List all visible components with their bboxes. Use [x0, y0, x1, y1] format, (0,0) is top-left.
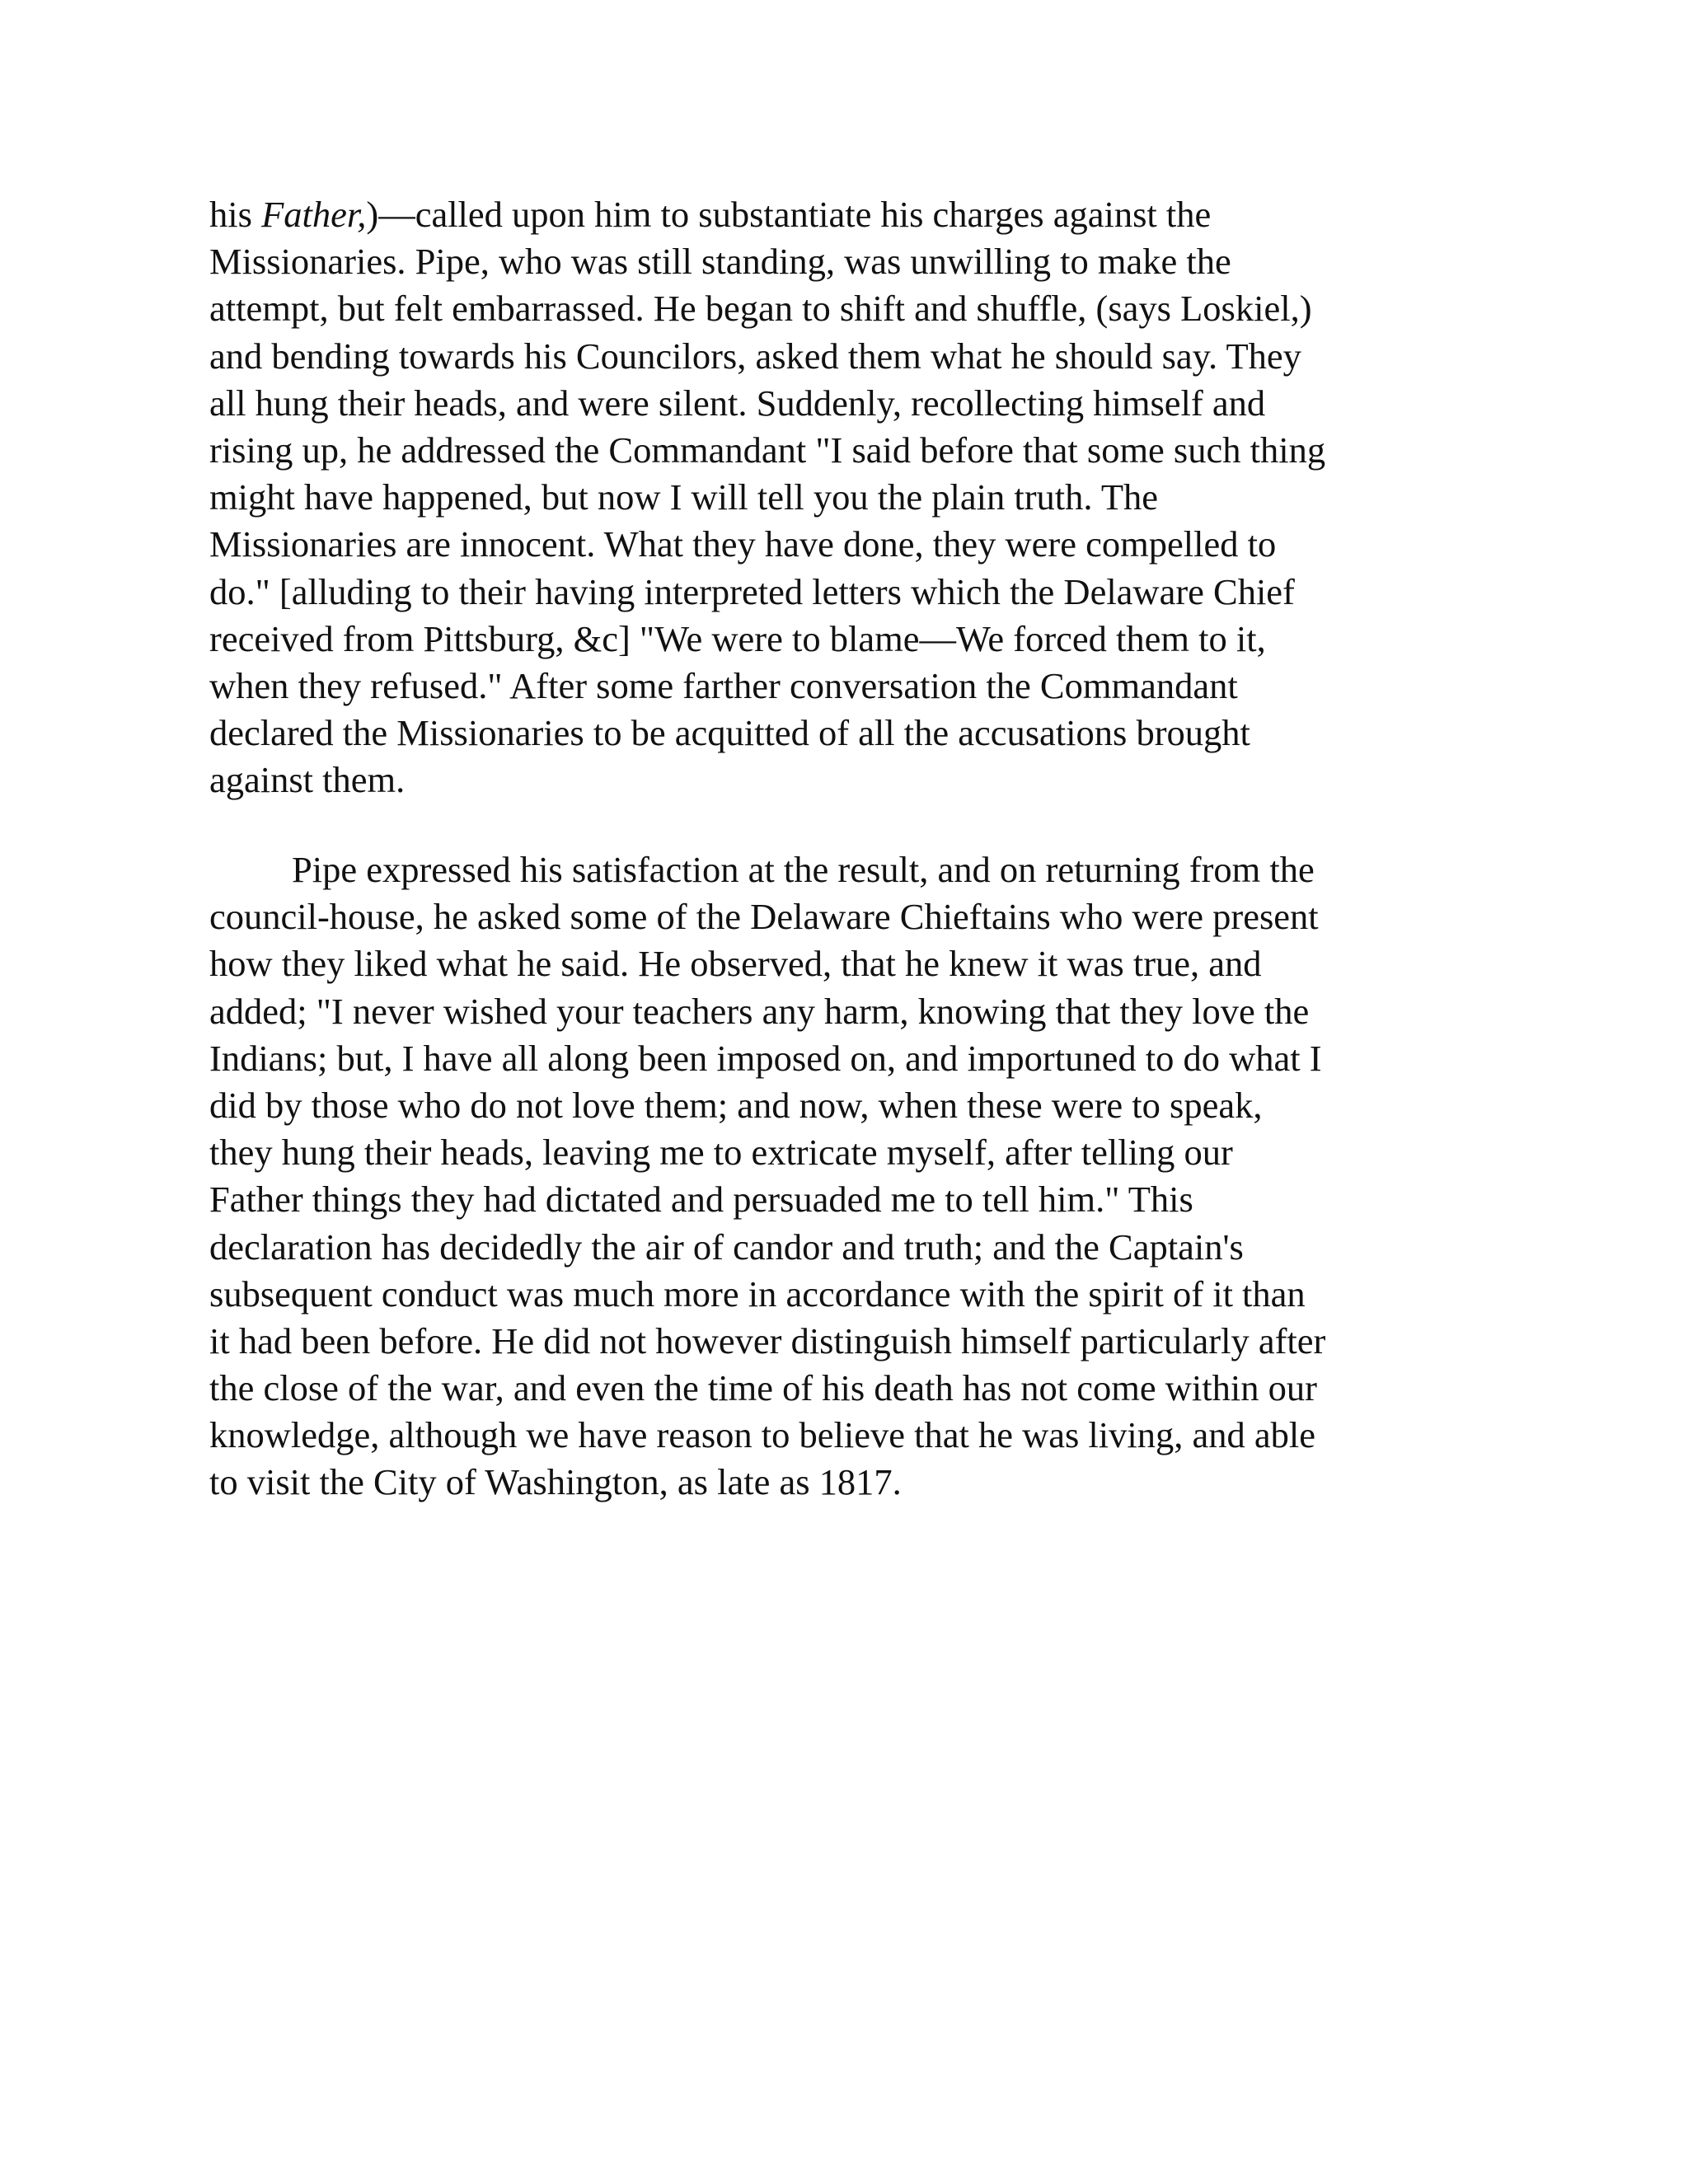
paragraph-1	[209, 191, 1495, 804]
text-line: attempt, but felt embarrassed. He began to shift and shuffle, (says Loskiel,)	[209, 288, 1312, 330]
text-line: against them.	[209, 759, 406, 801]
text-line: might have happened, but now I will tell you the plain truth. The	[209, 476, 1159, 518]
text-line: Missionaries. Pipe, who was still standing, was unwilling to make the	[209, 241, 1231, 283]
text-line: to visit the City of Washington, as late as 1817.	[209, 1461, 902, 1503]
text-line: received from Pittsburg, &c] "We were to blame—We forced them to it,	[209, 617, 1266, 659]
text-line: rising up, he addressed the Commandant "I said before that some such thing	[209, 429, 1326, 471]
text-line: Father things they had dictated and persuaded me to tell him." This	[209, 1179, 1193, 1221]
text-line: declaration has decidedly the air of candor and truth; and the Captain's	[209, 1226, 1244, 1268]
text-line: declared the Missionaries to be acquitted of all the accusations brought	[209, 712, 1250, 754]
text-line: Indians; but, I have all along been imposed on, and importuned to do what I	[209, 1037, 1322, 1079]
text-line: council-house, he asked some of the Delaware Chieftains who were present	[209, 896, 1319, 938]
line-prefix: his	[209, 194, 262, 235]
paragraph-2	[209, 846, 1495, 1507]
text-line: do." [alluding to their having interpreted letters which the Delaware Chief	[209, 570, 1295, 612]
text-line: Missionaries are innocent. What they have done, they were compelled to	[209, 523, 1277, 565]
text-line: subsequent conduct was much more in accordance with the spirit of it than	[209, 1272, 1306, 1315]
text-line: all hung their heads, and were silent. Suddenly, recollecting himself and	[209, 382, 1266, 424]
text-line: they hung their heads, leaving me to extricate myself, after telling our	[209, 1132, 1233, 1174]
text-line: and bending towards his Councilors, asked them what he should say. They	[209, 335, 1301, 377]
text-line: the close of the war, and even the time of his death has not come within our	[209, 1367, 1317, 1409]
text-line: did by those who do not love them; and now, when these were to speak,	[209, 1084, 1263, 1126]
text-line: knowledge, although we have reason to believe that he was living, and able	[209, 1414, 1315, 1456]
text-line: when they refused." After some farther conversation the Commandant	[209, 664, 1238, 706]
text-line: it had been before. He did not however distinguish himself particularly after	[209, 1319, 1326, 1361]
text-line: added; "I never wished your teachers any harm, knowing that they love the	[209, 990, 1310, 1032]
text-line: Pipe expressed his satisfaction at the result, and on returning from the	[292, 849, 1315, 890]
text-line: how they liked what he said. He observed, that he knew it was true, and	[209, 943, 1262, 985]
text-line	[209, 191, 1495, 238]
line-text: )—called upon him to substantiate his charges against the	[366, 194, 1212, 235]
italic-word: Father,	[261, 194, 367, 235]
